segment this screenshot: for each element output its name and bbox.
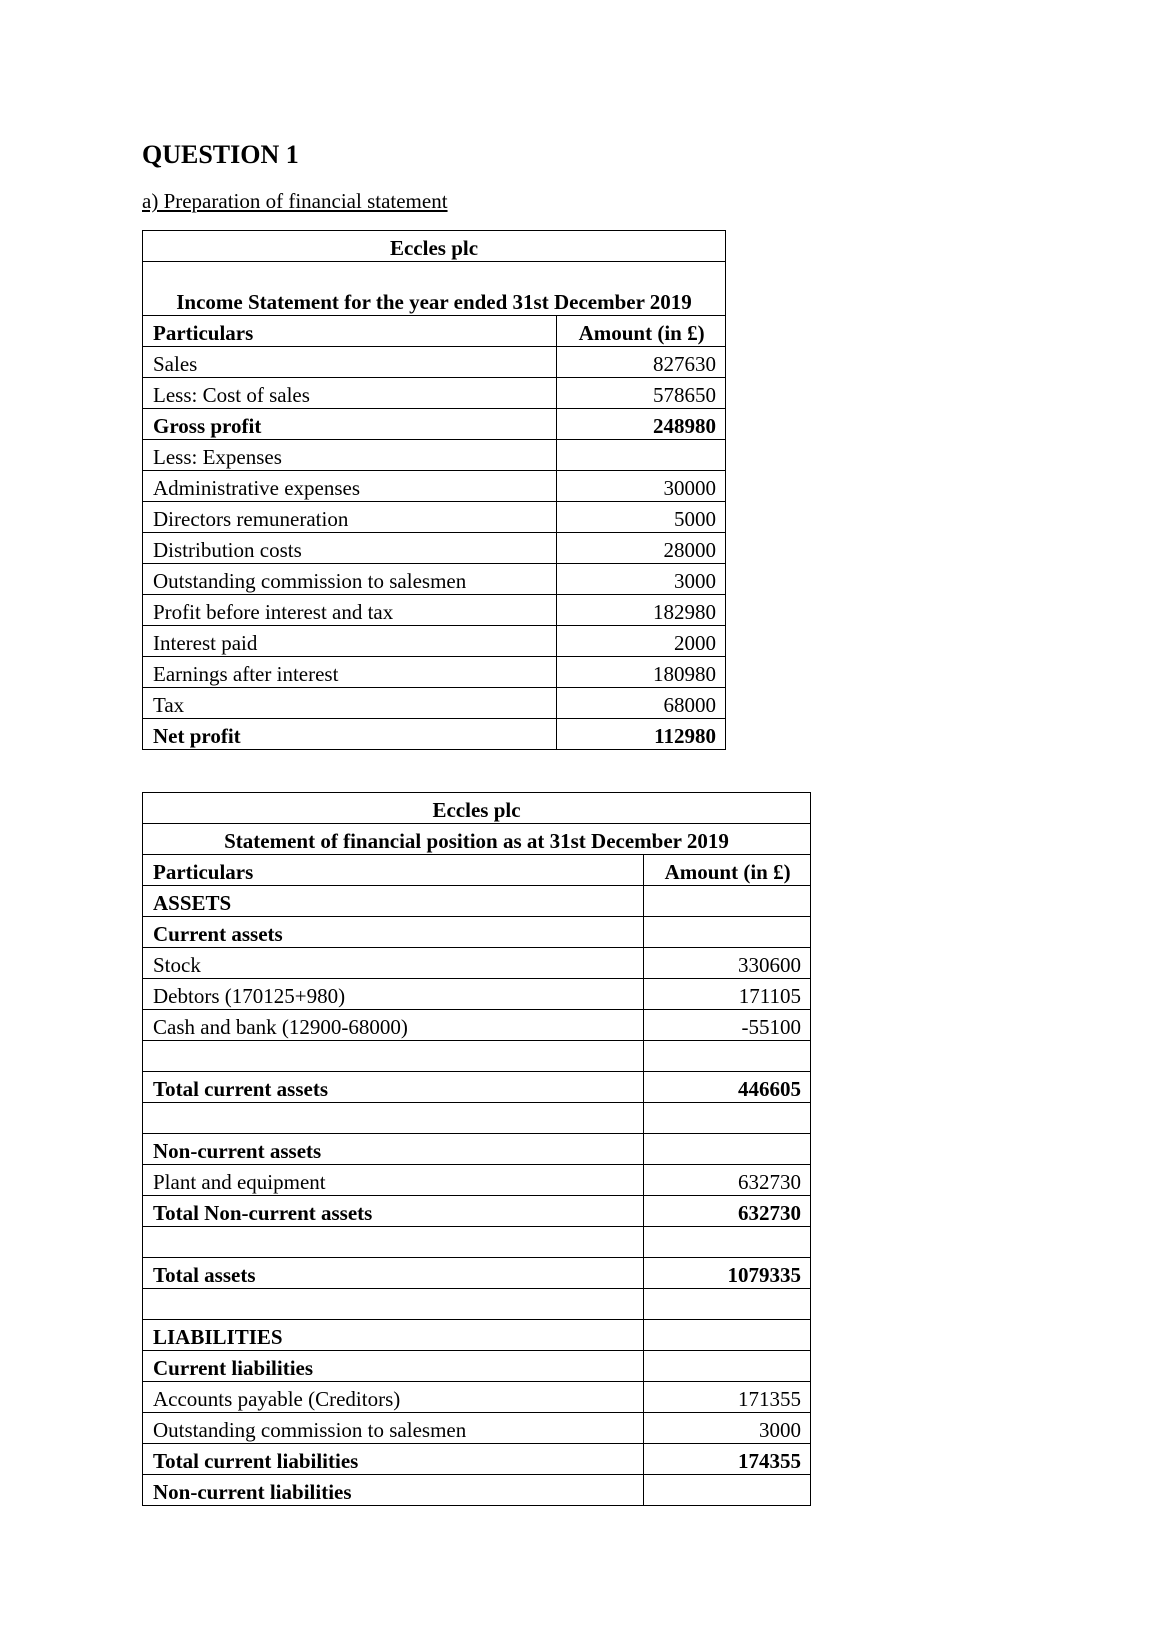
income-company-name: Eccles plc — [143, 231, 726, 262]
income-title-row — [143, 262, 726, 316]
income-table-row — [143, 440, 726, 471]
income-table-row — [143, 409, 726, 440]
position-table-row — [143, 886, 811, 917]
position-row-label: Total Non-current assets — [143, 1196, 644, 1227]
position-table-row — [143, 1072, 811, 1103]
position-header-amount: Amount (in £) — [644, 855, 811, 886]
income-statement-table — [142, 230, 726, 750]
position-statement-title: Statement of financial position as at 31st December 2019 — [143, 824, 811, 855]
income-row-amount: 30000 — [557, 471, 726, 502]
position-table-row — [143, 1382, 811, 1413]
position-row-label — [143, 1041, 644, 1072]
position-table-row — [143, 1289, 811, 1320]
income-row-amount: 2000 — [557, 626, 726, 657]
income-row-amount: 28000 — [557, 533, 726, 564]
position-header-row — [143, 855, 811, 886]
position-row-amount — [644, 1320, 811, 1351]
income-table-row — [143, 688, 726, 719]
income-row-label: Less: Cost of sales — [143, 378, 557, 409]
income-row-label: Earnings after interest — [143, 657, 557, 688]
position-row-amount — [644, 1475, 811, 1506]
position-table-row — [143, 1320, 811, 1351]
income-row-label: Outstanding commission to salesmen — [143, 564, 557, 595]
income-table-row — [143, 595, 726, 626]
income-row-label: Profit before interest and tax — [143, 595, 557, 626]
position-table-row — [143, 1134, 811, 1165]
income-row-amount: 578650 — [557, 378, 726, 409]
income-row-amount: 112980 — [557, 719, 726, 750]
income-table-row — [143, 657, 726, 688]
position-table-row — [143, 1196, 811, 1227]
income-row-label: Gross profit — [143, 409, 557, 440]
income-header-amount: Amount (in £) — [557, 316, 726, 347]
income-table-row — [143, 378, 726, 409]
position-row-amount: 632730 — [644, 1196, 811, 1227]
income-row-label: Less: Expenses — [143, 440, 557, 471]
position-row-label: Non-current assets — [143, 1134, 644, 1165]
position-table-row — [143, 1258, 811, 1289]
position-row-label: Total assets — [143, 1258, 644, 1289]
position-row-label: Total current assets — [143, 1072, 644, 1103]
income-row-label: Distribution costs — [143, 533, 557, 564]
position-row-label: LIABILITIES — [143, 1320, 644, 1351]
position-table-row — [143, 917, 811, 948]
position-row-amount: 171105 — [644, 979, 811, 1010]
position-row-amount: 174355 — [644, 1444, 811, 1475]
position-row-amount — [644, 1351, 811, 1382]
position-row-label: Outstanding commission to salesmen — [143, 1413, 644, 1444]
position-row-label: Cash and bank (12900-68000) — [143, 1010, 644, 1041]
income-row-label: Tax — [143, 688, 557, 719]
position-table-row — [143, 1227, 811, 1258]
position-table-row — [143, 1010, 811, 1041]
position-table-row — [143, 1041, 811, 1072]
income-row-amount: 827630 — [557, 347, 726, 378]
position-row-amount — [644, 886, 811, 917]
position-row-label — [143, 1227, 644, 1258]
position-row-label: Total current liabilities — [143, 1444, 644, 1475]
income-table-row — [143, 471, 726, 502]
position-row-label — [143, 1289, 644, 1320]
position-row-amount — [644, 917, 811, 948]
income-table-row — [143, 626, 726, 657]
position-row-amount: 1079335 — [644, 1258, 811, 1289]
position-row-label — [143, 1103, 644, 1134]
income-table-row — [143, 347, 726, 378]
position-table-row — [143, 1444, 811, 1475]
position-company-name: Eccles plc — [143, 793, 811, 824]
income-row-amount: 248980 — [557, 409, 726, 440]
income-statement-title: Income Statement for the year ended 31st December 2019 — [143, 262, 726, 316]
income-row-amount: 3000 — [557, 564, 726, 595]
position-row-amount: 632730 — [644, 1165, 811, 1196]
financial-position-body — [143, 793, 811, 1506]
income-row-amount: 5000 — [557, 502, 726, 533]
position-table-row — [143, 948, 811, 979]
income-row-amount: 180980 — [557, 657, 726, 688]
position-table-row — [143, 979, 811, 1010]
income-header-particulars: Particulars — [143, 316, 557, 347]
financial-position-table — [142, 792, 811, 1506]
position-row-amount — [644, 1134, 811, 1165]
income-row-label: Administrative expenses — [143, 471, 557, 502]
position-row-label: Current assets — [143, 917, 644, 948]
position-row-amount — [644, 1041, 811, 1072]
position-row-amount — [644, 1103, 811, 1134]
income-row-label: Directors remuneration — [143, 502, 557, 533]
position-row-label: Debtors (170125+980) — [143, 979, 644, 1010]
income-table-row — [143, 533, 726, 564]
income-row-amount: 68000 — [557, 688, 726, 719]
position-row-label: ASSETS — [143, 886, 644, 917]
income-row-label: Interest paid — [143, 626, 557, 657]
position-table-row — [143, 1165, 811, 1196]
income-row-label: Sales — [143, 347, 557, 378]
income-header-row — [143, 316, 726, 347]
position-row-amount: 330600 — [644, 948, 811, 979]
question-heading: QUESTION 1 — [142, 140, 299, 169]
income-row-amount: 182980 — [557, 595, 726, 626]
position-company-row — [143, 793, 811, 824]
position-table-row — [143, 1413, 811, 1444]
income-company-row — [143, 231, 726, 262]
position-row-label: Current liabilities — [143, 1351, 644, 1382]
section-heading: a) Preparation of financial statement — [142, 189, 448, 213]
income-table-row — [143, 502, 726, 533]
position-row-label: Non-current liabilities — [143, 1475, 644, 1506]
position-row-label: Stock — [143, 948, 644, 979]
income-statement-body — [143, 231, 726, 750]
position-row-amount: 446605 — [644, 1072, 811, 1103]
position-table-row — [143, 1103, 811, 1134]
position-row-amount: 3000 — [644, 1413, 811, 1444]
position-header-particulars: Particulars — [143, 855, 644, 886]
position-title-row — [143, 824, 811, 855]
income-table-row — [143, 719, 726, 750]
position-row-amount — [644, 1227, 811, 1258]
income-table-row — [143, 564, 726, 595]
income-row-label: Net profit — [143, 719, 557, 750]
position-row-amount — [644, 1289, 811, 1320]
position-table-row — [143, 1351, 811, 1382]
position-row-amount: 171355 — [644, 1382, 811, 1413]
position-table-row — [143, 1475, 811, 1506]
position-row-label: Accounts payable (Creditors) — [143, 1382, 644, 1413]
income-row-amount — [557, 440, 726, 471]
position-row-amount: -55100 — [644, 1010, 811, 1041]
position-row-label: Plant and equipment — [143, 1165, 644, 1196]
